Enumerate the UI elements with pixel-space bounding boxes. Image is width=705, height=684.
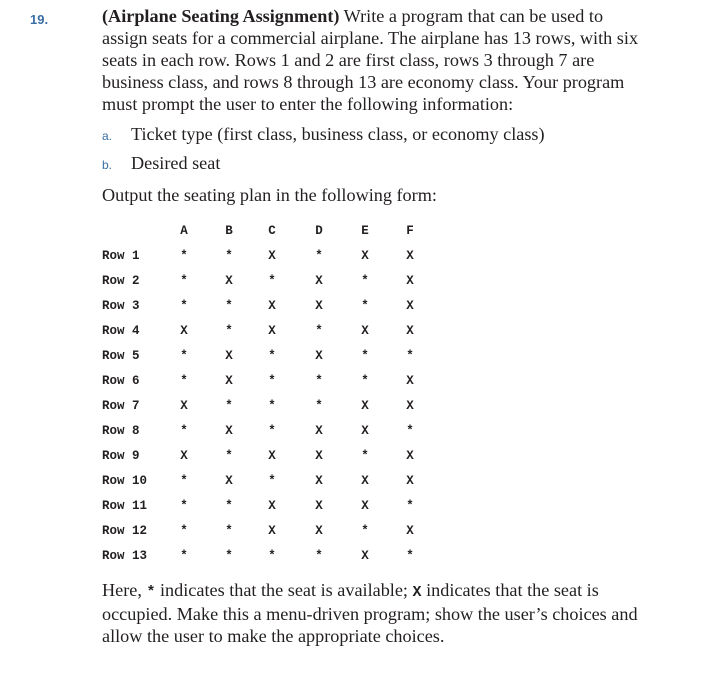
seat-cell: *	[180, 424, 188, 438]
seat-cell: *	[180, 349, 188, 363]
seat-cell: X	[406, 249, 414, 263]
column-header-c: C	[268, 224, 276, 238]
seat-cell: *	[225, 499, 233, 513]
seat-cell: X	[361, 424, 369, 438]
seat-cell: X	[268, 449, 276, 463]
footer-paragraph	[102, 580, 642, 648]
seat-cell: *	[315, 374, 323, 388]
seat-cell: *	[361, 274, 369, 288]
seat-cell: *	[361, 349, 369, 363]
seat-cell: *	[268, 399, 276, 413]
seat-cell: *	[268, 349, 276, 363]
seat-cell: *	[180, 249, 188, 263]
row-label: Row 6	[102, 374, 140, 388]
occupied-symbol: X	[412, 584, 422, 601]
seat-cell: X	[180, 324, 188, 338]
subitem-marker: a.	[102, 129, 113, 143]
seat-cell: *	[225, 549, 233, 563]
seat-cell: X	[361, 249, 369, 263]
output-intro: Output the seating plan in the following form:	[102, 185, 437, 205]
seat-cell: *	[180, 524, 188, 538]
seat-cell: *	[225, 524, 233, 538]
seat-cell: X	[315, 499, 323, 513]
seat-cell: X	[268, 249, 276, 263]
seat-cell: *	[361, 449, 369, 463]
seat-cell: X	[315, 474, 323, 488]
subitem-marker: b.	[102, 158, 113, 172]
row-label: Row 10	[102, 474, 148, 488]
row-label: Row 5	[102, 349, 140, 363]
seat-cell: X	[406, 299, 414, 313]
seat-cell: *	[315, 324, 323, 338]
seat-cell: X	[268, 299, 276, 313]
subitem-text: Desired seat	[131, 153, 221, 173]
problem-title: (Airplane Seating Assignment)	[102, 6, 340, 26]
row-label: Row 11	[102, 499, 148, 513]
seat-cell: *	[225, 449, 233, 463]
seat-cell: *	[268, 374, 276, 388]
seat-cell: *	[315, 549, 323, 563]
seat-cell: *	[225, 324, 233, 338]
seat-cell: *	[180, 374, 188, 388]
seat-cell: X	[180, 449, 188, 463]
seat-cell: *	[180, 474, 188, 488]
seat-cell: X	[315, 524, 323, 538]
seat-cell: X	[406, 374, 414, 388]
row-label: Row 2	[102, 274, 140, 288]
seat-cell: X	[406, 449, 414, 463]
seat-cell: X	[406, 324, 414, 338]
seat-cell: X	[180, 399, 188, 413]
seat-cell: X	[315, 299, 323, 313]
seat-cell: X	[361, 549, 369, 563]
seat-cell: *	[406, 349, 414, 363]
subitem-desired-seat	[102, 153, 220, 174]
seat-cell: *	[180, 274, 188, 288]
row-label: Row 13	[102, 549, 148, 563]
problem-statement	[102, 6, 642, 116]
seat-cell: X	[315, 424, 323, 438]
row-label: Row 4	[102, 324, 140, 338]
seat-cell: X	[268, 324, 276, 338]
row-label: Row 8	[102, 424, 140, 438]
seat-cell: X	[268, 499, 276, 513]
problem-body: Write a program that can be used to assign seats for a commercial airplane. The airplane has 13 rows, with six seats in each row. Rows 1 and 2 are first class, rows 3 through 7 are business class, and rows 8 through 13 are economy class. Your program must prompt the user to enter the following information:	[102, 6, 639, 114]
seat-cell: X	[406, 399, 414, 413]
column-header-b: B	[225, 224, 233, 238]
row-label: Row 1	[102, 249, 140, 263]
seat-cell: *	[361, 374, 369, 388]
footer-part1: Here,	[102, 580, 147, 600]
column-header-f: F	[406, 224, 414, 238]
seat-cell: X	[225, 424, 233, 438]
column-header-e: E	[361, 224, 369, 238]
seat-cell: *	[225, 399, 233, 413]
seat-cell: X	[225, 274, 233, 288]
seat-cell: *	[268, 549, 276, 563]
seat-cell: *	[225, 299, 233, 313]
seat-cell: *	[315, 399, 323, 413]
seat-cell: *	[406, 424, 414, 438]
seat-cell: *	[361, 524, 369, 538]
seat-cell: X	[315, 274, 323, 288]
subitem-text: Ticket type (first class, business class, or economy class)	[131, 124, 545, 144]
footer-part3: indicates that the seat is occupied. Make this a menu-driven program; show the user’s choices and allow the user to make the appropriate choices.	[102, 580, 638, 646]
seat-cell: *	[180, 549, 188, 563]
seat-cell: X	[315, 349, 323, 363]
seat-cell: *	[268, 424, 276, 438]
seat-cell: X	[406, 474, 414, 488]
column-header-d: D	[315, 224, 323, 238]
seat-cell: *	[406, 549, 414, 563]
seat-cell: *	[268, 274, 276, 288]
seat-cell: X	[361, 399, 369, 413]
seat-cell: *	[268, 474, 276, 488]
seat-cell: *	[180, 499, 188, 513]
seat-cell: X	[315, 449, 323, 463]
seat-cell: X	[225, 349, 233, 363]
seat-cell: *	[406, 499, 414, 513]
problem-number: 19.	[30, 12, 49, 27]
seat-cell: X	[406, 524, 414, 538]
row-label: Row 3	[102, 299, 140, 313]
seat-cell: *	[315, 249, 323, 263]
row-label: Row 7	[102, 399, 140, 413]
seat-cell: *	[361, 299, 369, 313]
available-symbol: *	[146, 584, 156, 601]
seat-cell: *	[225, 249, 233, 263]
seat-cell: X	[361, 499, 369, 513]
row-label: Row 9	[102, 449, 140, 463]
seat-cell: X	[361, 474, 369, 488]
seat-cell: X	[225, 474, 233, 488]
subitem-ticket-type	[102, 124, 545, 145]
footer-part2: indicates that the seat is available;	[155, 580, 413, 600]
seat-cell: X	[268, 524, 276, 538]
column-header-a: A	[180, 224, 188, 238]
seat-cell: X	[361, 324, 369, 338]
row-label: Row 12	[102, 524, 148, 538]
seat-cell: *	[180, 299, 188, 313]
seat-cell: X	[406, 274, 414, 288]
seat-cell: X	[225, 374, 233, 388]
